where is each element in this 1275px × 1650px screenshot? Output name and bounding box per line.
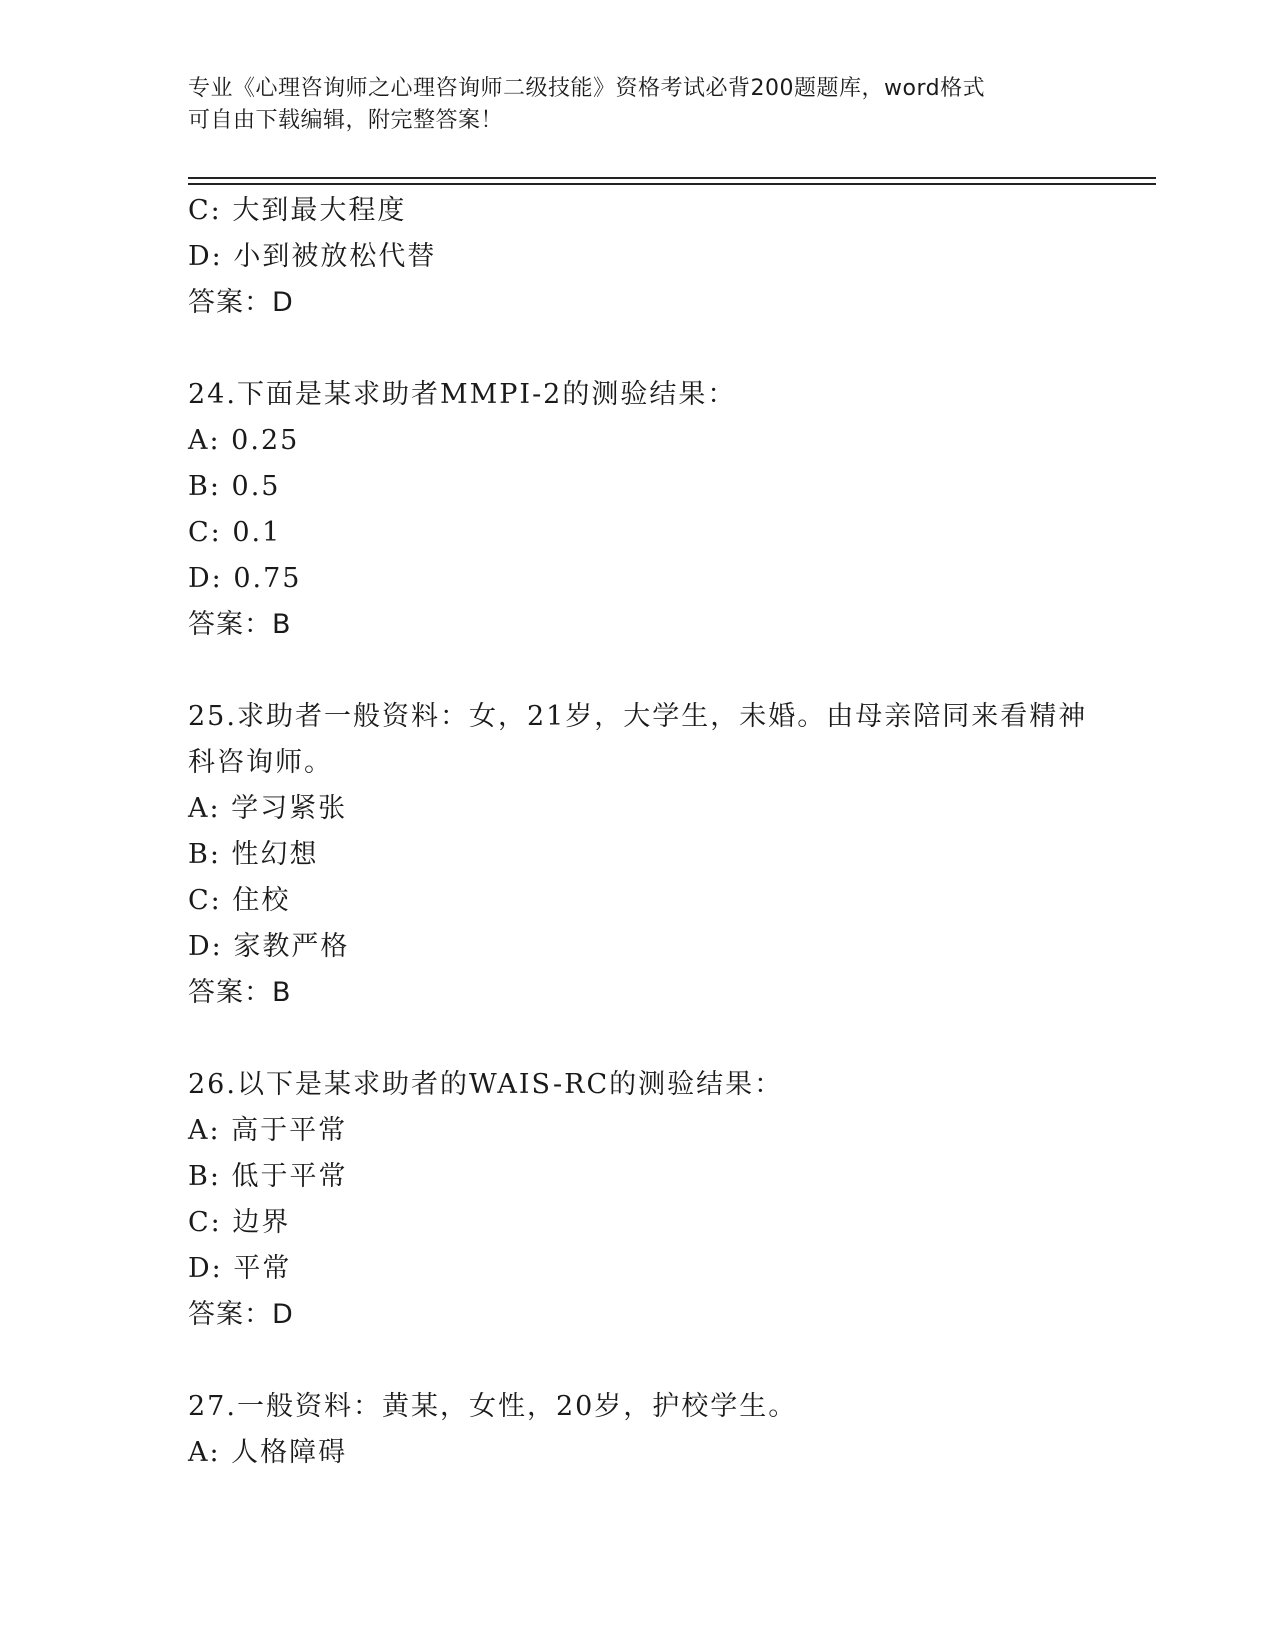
spacer bbox=[188, 1016, 1088, 1062]
option-line: C: 大到最大程度 bbox=[188, 195, 407, 226]
option-line: D: 0.75 bbox=[188, 563, 302, 594]
answer-line: 答案：D bbox=[188, 1299, 294, 1330]
answer-line: 答案：D bbox=[188, 287, 294, 318]
question-text: 科咨询师。 bbox=[188, 747, 333, 778]
option-line: D: 小到被放松代替 bbox=[188, 241, 437, 272]
option-line: D: 平常 bbox=[188, 1253, 292, 1284]
header-line-2: 可自由下载编辑，附完整答案！ bbox=[188, 108, 504, 133]
spacer bbox=[188, 326, 1088, 372]
option-line: D: 家教严格 bbox=[188, 931, 350, 962]
question-text: 25.求助者一般资料：女，21岁，大学生，未婚。由母亲陪同来看精神 bbox=[188, 701, 1088, 732]
option-line: A: 学习紧张 bbox=[188, 793, 348, 824]
option-line: B: 性幻想 bbox=[188, 839, 319, 870]
spacer bbox=[188, 1338, 1088, 1384]
option-line: B: 0.5 bbox=[188, 471, 281, 502]
option-line: C: 0.1 bbox=[188, 517, 282, 548]
option-line: A: 高于平常 bbox=[188, 1115, 348, 1146]
header-line-1: 专业《心理咨询师之心理咨询师二级技能》资格考试必背200题题库，word格式 bbox=[188, 76, 986, 101]
answer-line: 答案：B bbox=[188, 609, 292, 640]
option-line: B: 低于平常 bbox=[188, 1161, 348, 1192]
question-text: 26.以下是某求助者的WAIS-RC的测验结果： bbox=[188, 1069, 784, 1100]
document-header bbox=[188, 73, 1088, 137]
question-text: 24.下面是某求助者MMPI-2的测验结果： bbox=[188, 379, 737, 410]
header-divider-bottom bbox=[188, 183, 1156, 185]
option-line: A: 人格障碍 bbox=[188, 1437, 348, 1468]
question-text: 27.一般资料：黄某，女性，20岁，护校学生。 bbox=[188, 1391, 798, 1422]
header-divider-top bbox=[188, 177, 1156, 179]
option-line: C: 边界 bbox=[188, 1207, 291, 1238]
spacer bbox=[188, 648, 1088, 694]
question-list bbox=[188, 188, 1088, 1476]
answer-line: 答案：B bbox=[188, 977, 292, 1008]
option-line: C: 住校 bbox=[188, 885, 291, 916]
option-line: A: 0.25 bbox=[188, 425, 300, 456]
